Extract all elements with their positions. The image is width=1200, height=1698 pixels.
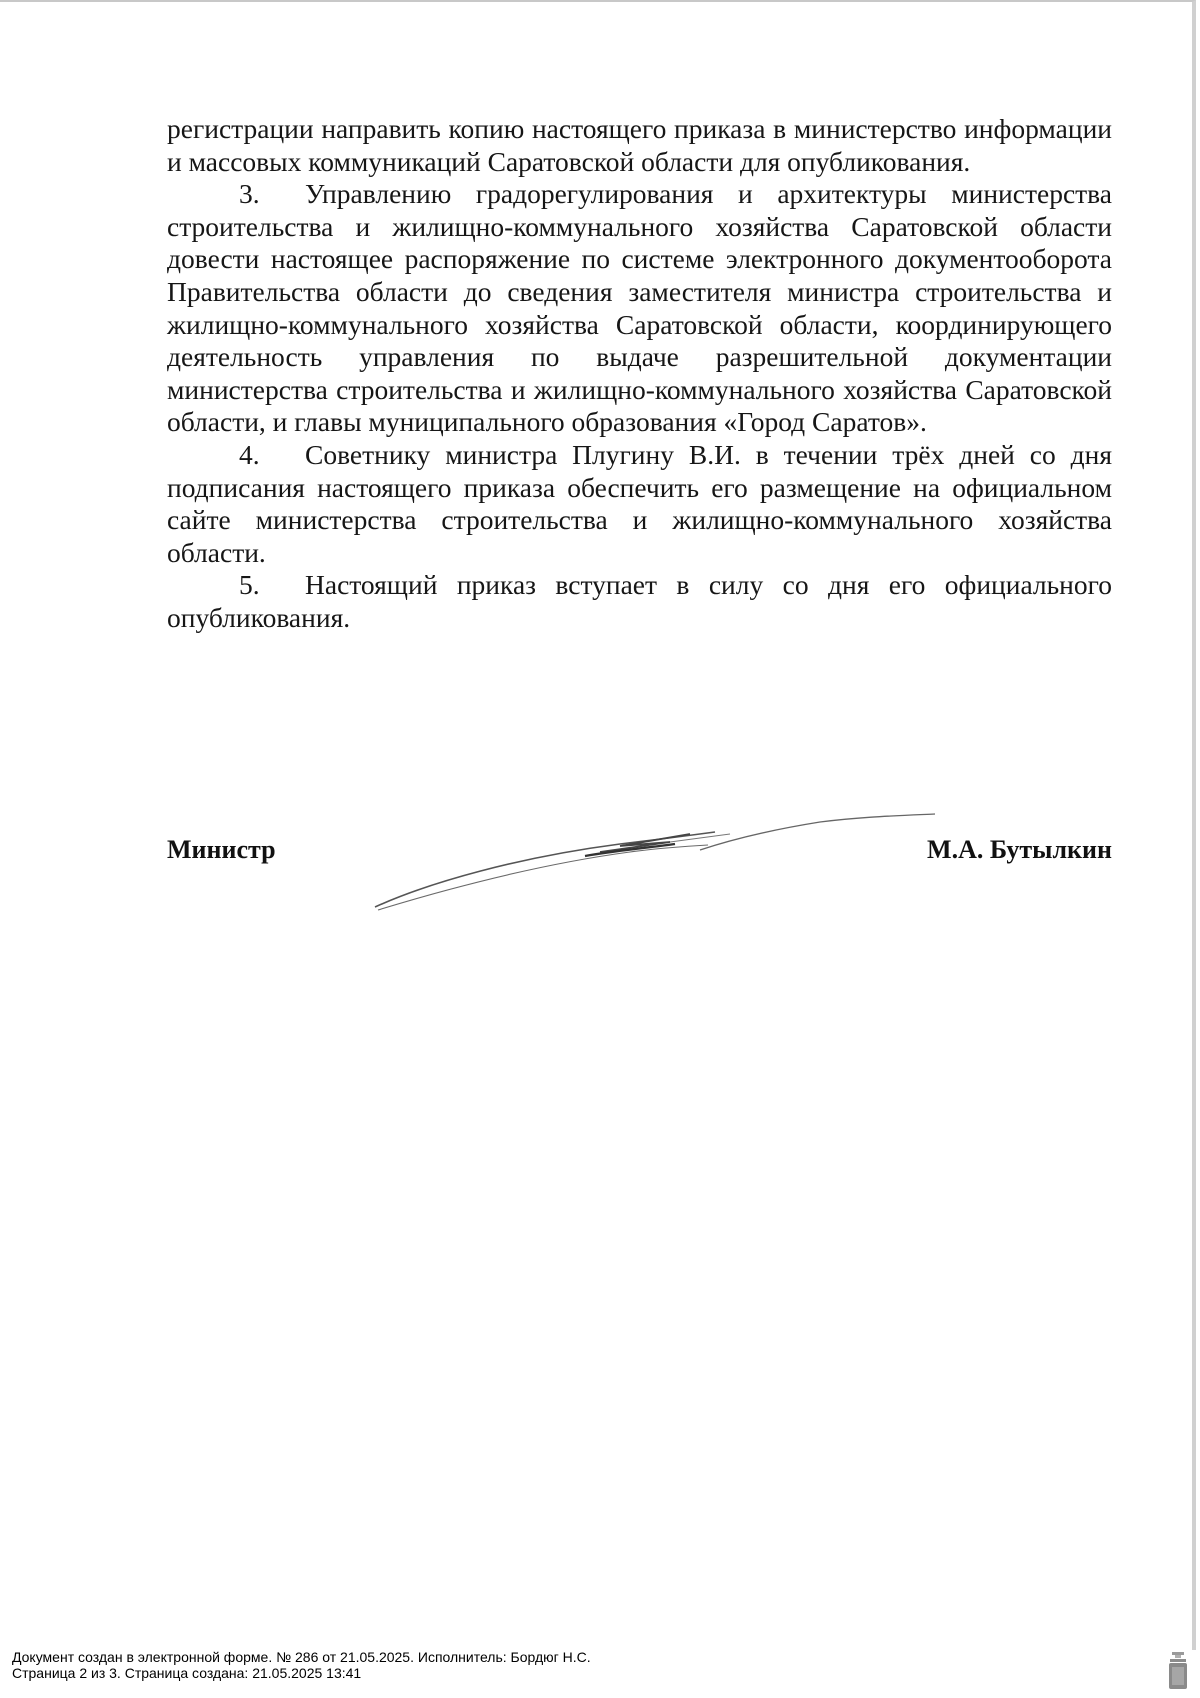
paragraph-3-number: 3. — [239, 178, 260, 210]
footer-line-1: Документ создан в электронной форме. № 286 от 21.05.2025. Исполнитель: Бордюг Н.С. — [12, 1649, 591, 1665]
document-body — [167, 113, 1112, 635]
electronic-document-footer — [12, 1649, 1162, 1681]
paragraph-5 — [167, 569, 1112, 634]
signatory-name: М.А. Бутылкин — [927, 835, 1112, 864]
paragraph-4-text: Советнику министра Плугину В.И. в течении трёх дней со дня подписания настоящего приказа обеспечить его размещение на официальном сайте министерства строительства и жилищно-коммунального хозяйства области. — [167, 438, 1112, 568]
paragraph-4-number: 4. — [239, 438, 260, 470]
paragraph-4 — [167, 439, 1112, 569]
signatory-position: Министр — [167, 835, 276, 864]
paragraph-3 — [167, 178, 1112, 439]
paragraph-5-number: 5. — [239, 569, 260, 601]
paragraph-2-continuation: регистрации направить копию настоящего приказа в министерство информации и массовых коммуникаций Саратовской области для опубликования. — [167, 113, 1112, 177]
signature-block — [167, 835, 1112, 875]
paragraph-3-text: Управлению градорегулирования и архитектуры министерства строительства и жилищно-коммунального хозяйства Саратовской области довести настоящее распоряжение по системе электронного документооборота Правительства области до сведения заместителя министра строительства и жилищно-коммунального хозяйства Саратовской области, координирующего деятельность управления по выдаче разрешительной документации министерства строительства и жилищно-коммунального хозяйства Саратовской области, и главы муниципального образования «Город Саратов». — [167, 178, 1112, 438]
paragraph-5-text: Настоящий приказ вступает в силу со дня его официального опубликования. — [167, 569, 1112, 633]
stamp-icon — [1168, 1652, 1188, 1690]
footer-line-2: Страница 2 из 3. Страница создана: 21.05.2025 13:41 — [12, 1665, 362, 1681]
